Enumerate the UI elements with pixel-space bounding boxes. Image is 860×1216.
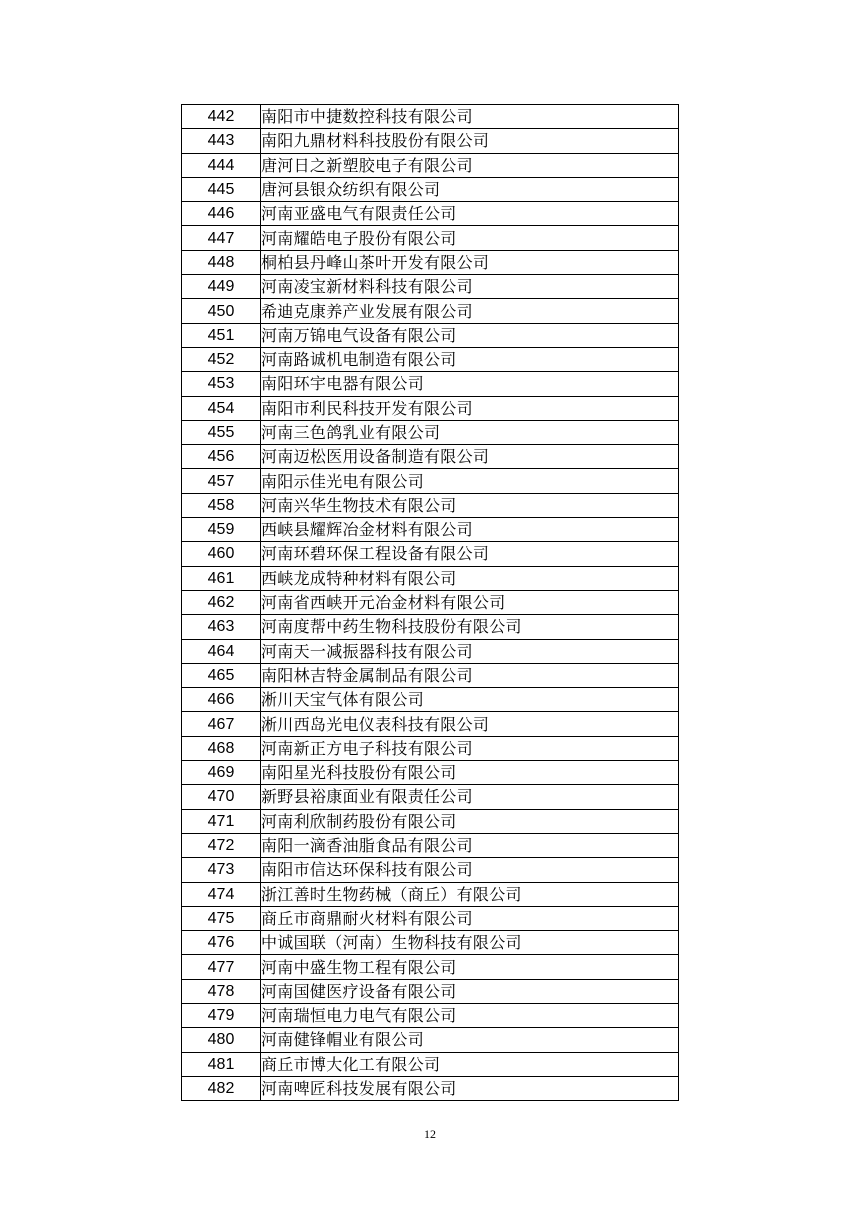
row-number: 456: [182, 445, 261, 469]
table-row: [182, 858, 679, 882]
table-row: [182, 153, 679, 177]
company-name: 商丘市博大化工有限公司: [261, 1052, 679, 1076]
row-number: 466: [182, 688, 261, 712]
row-number: 461: [182, 566, 261, 590]
row-number: 474: [182, 882, 261, 906]
row-number: 444: [182, 153, 261, 177]
row-number: 462: [182, 590, 261, 614]
row-number: 471: [182, 809, 261, 833]
row-number: 465: [182, 663, 261, 687]
table-row: [182, 518, 679, 542]
company-name: 浙江善时生物药械（商丘）有限公司: [261, 882, 679, 906]
table-row: [182, 931, 679, 955]
company-name: 河南中盛生物工程有限公司: [261, 955, 679, 979]
row-number: 446: [182, 202, 261, 226]
table-row: [182, 396, 679, 420]
company-name: 河南利欣制药股份有限公司: [261, 809, 679, 833]
table-row: [182, 469, 679, 493]
row-number: 454: [182, 396, 261, 420]
company-name: 河南国健医疗设备有限公司: [261, 979, 679, 1003]
table-row: [182, 1076, 679, 1100]
company-list-table: [181, 104, 679, 1101]
company-name: 河南兴华生物技术有限公司: [261, 493, 679, 517]
table-row: [182, 785, 679, 809]
row-number: 457: [182, 469, 261, 493]
row-number: 448: [182, 250, 261, 274]
company-name: 河南天一减振器科技有限公司: [261, 639, 679, 663]
row-number: 472: [182, 833, 261, 857]
company-name: 河南健锋帽业有限公司: [261, 1028, 679, 1052]
row-number: 470: [182, 785, 261, 809]
table-row: [182, 882, 679, 906]
company-name: 南阳林吉特金属制品有限公司: [261, 663, 679, 687]
table-row: [182, 542, 679, 566]
company-name: 唐河县银众纺织有限公司: [261, 177, 679, 201]
table-row: [182, 493, 679, 517]
table-row: [182, 129, 679, 153]
row-number: 443: [182, 129, 261, 153]
table-row: [182, 663, 679, 687]
row-number: 463: [182, 615, 261, 639]
table-row: [182, 639, 679, 663]
company-name: 唐河日之新塑胶电子有限公司: [261, 153, 679, 177]
row-number: 473: [182, 858, 261, 882]
company-name: 淅川天宝气体有限公司: [261, 688, 679, 712]
row-number: 458: [182, 493, 261, 517]
company-name: 河南迈松医用设备制造有限公司: [261, 445, 679, 469]
company-name: 河南路诚机电制造有限公司: [261, 347, 679, 371]
table-row: [182, 566, 679, 590]
table-row: [182, 906, 679, 930]
company-name: 河南省西峡开元冶金材料有限公司: [261, 590, 679, 614]
row-number: 467: [182, 712, 261, 736]
row-number: 449: [182, 275, 261, 299]
company-name: 南阳市中捷数控科技有限公司: [261, 105, 679, 129]
table-row: [182, 590, 679, 614]
row-number: 450: [182, 299, 261, 323]
company-name: 南阳示佳光电有限公司: [261, 469, 679, 493]
row-number: 476: [182, 931, 261, 955]
row-number: 442: [182, 105, 261, 129]
row-number: 451: [182, 323, 261, 347]
table-row: [182, 955, 679, 979]
row-number: 480: [182, 1028, 261, 1052]
row-number: 464: [182, 639, 261, 663]
company-name: 新野县裕康面业有限责任公司: [261, 785, 679, 809]
table-row: [182, 105, 679, 129]
table-row: [182, 809, 679, 833]
row-number: 477: [182, 955, 261, 979]
company-name: 西峡龙成特种材料有限公司: [261, 566, 679, 590]
row-number: 455: [182, 420, 261, 444]
row-number: 452: [182, 347, 261, 371]
table-row: [182, 299, 679, 323]
company-name: 河南度帮中药生物科技股份有限公司: [261, 615, 679, 639]
company-name: 淅川西岛光电仪表科技有限公司: [261, 712, 679, 736]
table-row: [182, 1052, 679, 1076]
company-name: 南阳星光科技股份有限公司: [261, 761, 679, 785]
table-row: [182, 979, 679, 1003]
table-row: [182, 250, 679, 274]
page-number: 12: [424, 1127, 436, 1141]
table-row: [182, 372, 679, 396]
table-row: [182, 833, 679, 857]
row-number: 482: [182, 1076, 261, 1100]
company-name: 南阳市信达环保科技有限公司: [261, 858, 679, 882]
row-number: 478: [182, 979, 261, 1003]
company-name: 南阳环宇电器有限公司: [261, 372, 679, 396]
table-row: [182, 323, 679, 347]
company-name: 河南环碧环保工程设备有限公司: [261, 542, 679, 566]
company-name: 河南亚盛电气有限责任公司: [261, 202, 679, 226]
table-row: [182, 420, 679, 444]
row-number: 479: [182, 1003, 261, 1027]
row-number: 469: [182, 761, 261, 785]
company-name: 河南啤匠科技发展有限公司: [261, 1076, 679, 1100]
row-number: 453: [182, 372, 261, 396]
table-row: [182, 736, 679, 760]
table-row: [182, 712, 679, 736]
company-name: 希迪克康养产业发展有限公司: [261, 299, 679, 323]
company-name: 西峡县耀辉冶金材料有限公司: [261, 518, 679, 542]
table-row: [182, 226, 679, 250]
row-number: 481: [182, 1052, 261, 1076]
table-row: [182, 275, 679, 299]
company-name: 南阳九鼎材料科技股份有限公司: [261, 129, 679, 153]
company-name: 中诚国联（河南）生物科技有限公司: [261, 931, 679, 955]
company-name: 河南瑞恒电力电气有限公司: [261, 1003, 679, 1027]
row-number: 445: [182, 177, 261, 201]
row-number: 459: [182, 518, 261, 542]
company-list-body: [182, 105, 679, 1101]
row-number: 460: [182, 542, 261, 566]
company-name: 河南耀皓电子股份有限公司: [261, 226, 679, 250]
company-name: 河南新正方电子科技有限公司: [261, 736, 679, 760]
company-name: 商丘市商鼎耐火材料有限公司: [261, 906, 679, 930]
table-row: [182, 615, 679, 639]
row-number: 447: [182, 226, 261, 250]
table-row: [182, 1003, 679, 1027]
table-row: [182, 177, 679, 201]
company-name: 南阳市利民科技开发有限公司: [261, 396, 679, 420]
table-row: [182, 1028, 679, 1052]
company-name: 河南万锦电气设备有限公司: [261, 323, 679, 347]
table-row: [182, 202, 679, 226]
table-row: [182, 445, 679, 469]
company-name: 河南凌宝新材料科技有限公司: [261, 275, 679, 299]
company-name: 河南三色鸽乳业有限公司: [261, 420, 679, 444]
table-row: [182, 688, 679, 712]
company-name: 桐柏县丹峰山茶叶开发有限公司: [261, 250, 679, 274]
table-row: [182, 761, 679, 785]
row-number: 475: [182, 906, 261, 930]
table-row: [182, 347, 679, 371]
row-number: 468: [182, 736, 261, 760]
company-name: 南阳一滴香油脂食品有限公司: [261, 833, 679, 857]
